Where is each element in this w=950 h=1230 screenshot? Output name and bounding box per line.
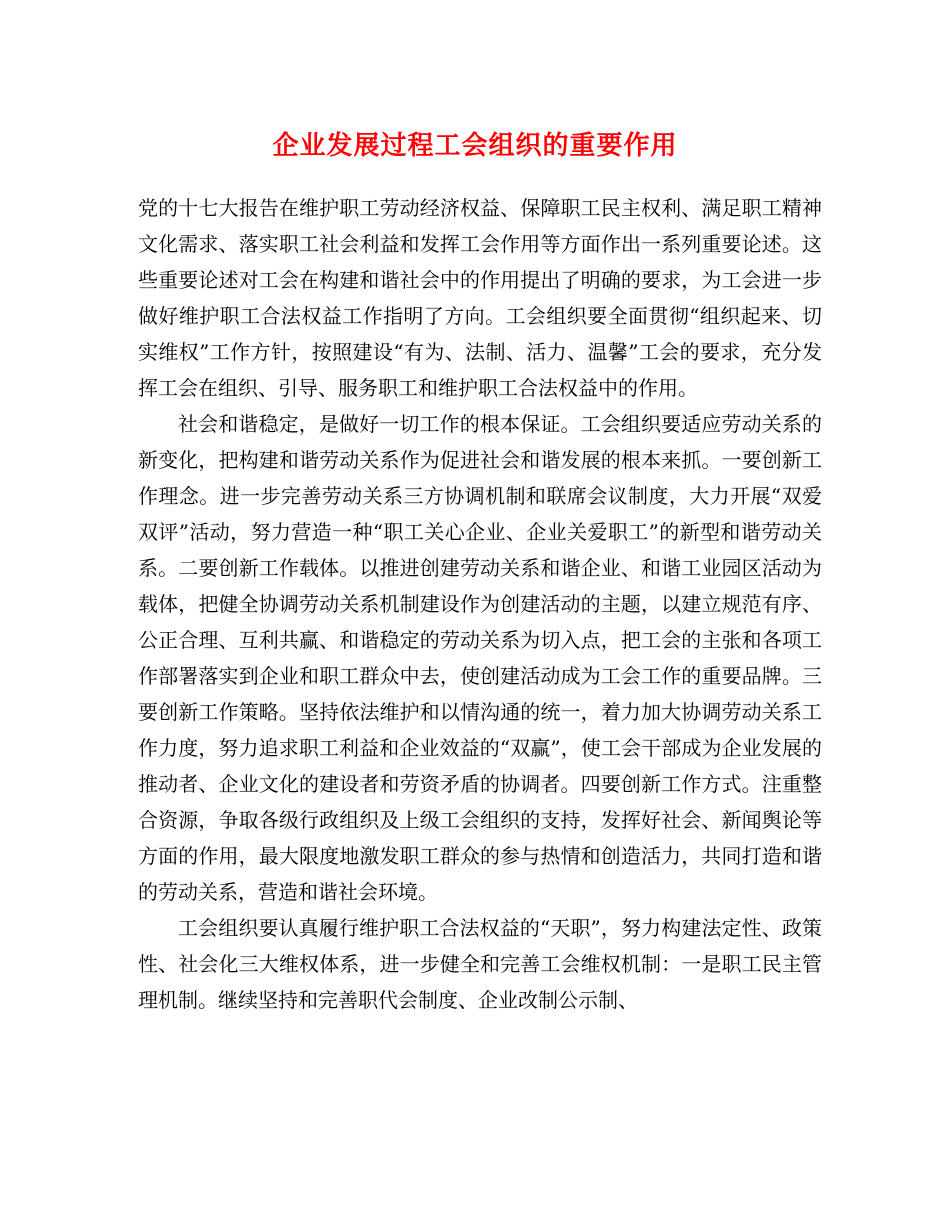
document-body <box>138 190 822 1018</box>
document-title: 企业发展过程工会组织的重要作用 <box>272 131 678 161</box>
paragraph-1: 党的十七大报告在维护职工劳动经济权益、保障职工民主权利、满足职工精神文化需求、落实职工社会利益和发挥工会作用等方面作出一系列重要论述。这些重要论述对工会在构建和谐社会中的作用提出了明确的要求，为工会进一步做好维护职工合法权益工作指明了方向。工会组织要全面贯彻“组织起来、切实维权”工作方针，按照建设“有为、法制、活力、温馨”工会的要求，充分发挥工会在组织、引导、服务职工和维护职工合法权益中的作用。 <box>138 196 822 400</box>
paragraph-3: 工会组织要认真履行维护职工合法权益的“天职”，努力构建法定性、政策性、社会化三大维权体系，进一步健全和完善工会维权机制：一是职工民主管理机制。继续坚持和完善职代会制度、企业改制公示制、 <box>138 916 822 1012</box>
paragraph-2: 社会和谐稳定，是做好一切工作的根本保证。工会组织要适应劳动关系的新变化，把构建和谐劳动关系作为促进社会和谐发展的根本来抓。一要创新工作理念。进一步完善劳动关系三方协调机制和联席会议制度，大力开展“双爱双评”活动，努力营造一种“职工关心企业、企业关爱职工”的新型和谐劳动关系。二要创新工作载体。以推进创建劳动关系和谐企业、和谐工业园区活动为载体，把健全协调劳动关系机制建设作为创建活动的主题，以建立规范有序、公正合理、互利共赢、和谐稳定的劳动关系为切入点，把工会的主张和各项工作部署落实到企业和职工群众中去，使创建活动成为工会工作的重要品牌。三要创新工作策略。坚持依法维护和以情沟通的统一，着力加大协调劳动关系工作力度，努力追求职工利益和企业效益的“双赢”，使工会干部成为企业发展的推动者、企业文化的建设者和劳资矛盾的协调者。四要创新工作方式。注重整合资源，争取各级行政组织及上级工会组织的支持，发挥好社会、新闻舆论等方面的作用，最大限度地激发职工群众的参与热情和创造活力，共同打造和谐的劳动关系，营造和谐社会环境。 <box>138 412 822 904</box>
